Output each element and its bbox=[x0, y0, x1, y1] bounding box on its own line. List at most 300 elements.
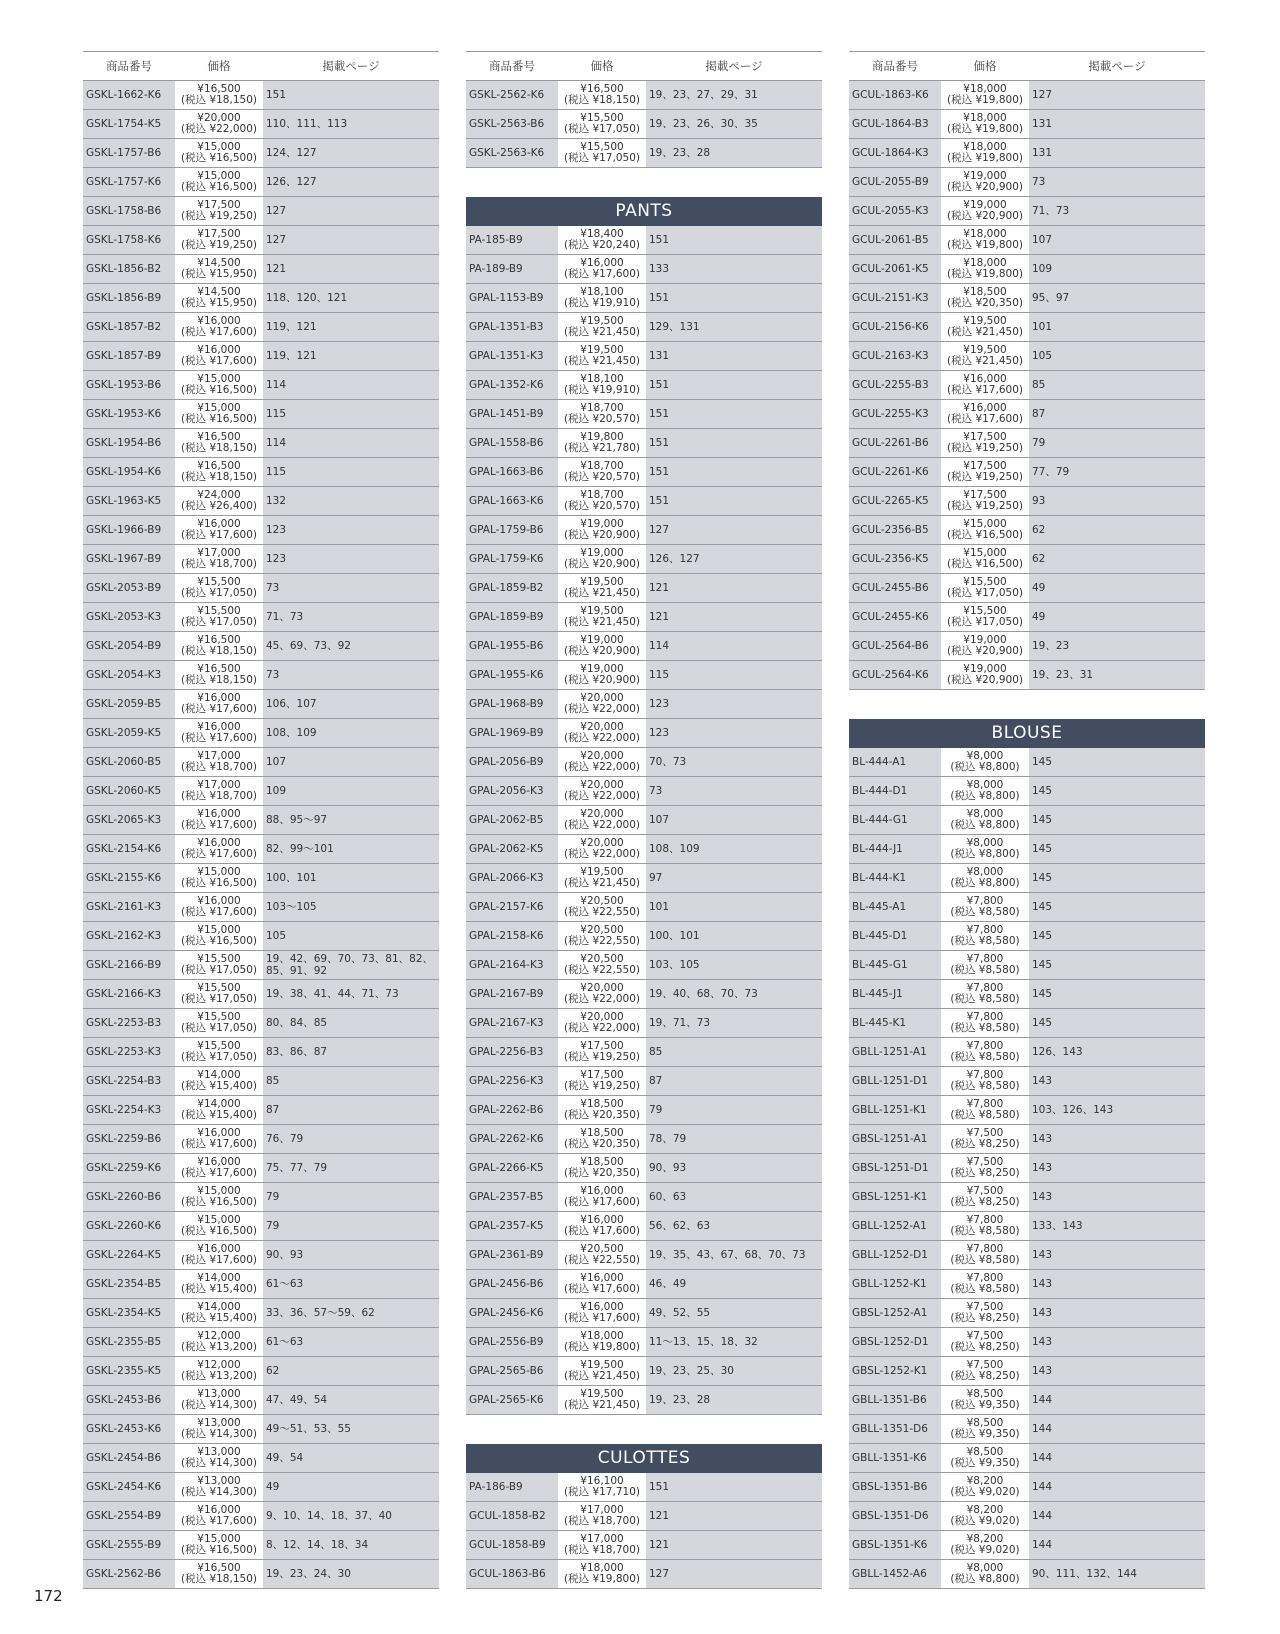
product-code: GPAL-2066-K3 bbox=[466, 864, 558, 893]
table-row bbox=[466, 1125, 822, 1154]
table-row bbox=[849, 661, 1205, 690]
price: ¥15,500 bbox=[580, 141, 624, 153]
listed-pages: 123 bbox=[263, 516, 439, 545]
listed-pages: 61～63 bbox=[263, 1270, 439, 1299]
product-code: GPAL-1759-B6 bbox=[466, 516, 558, 545]
table-row bbox=[849, 197, 1205, 226]
price: ¥15,500 bbox=[197, 576, 241, 588]
product-code: GSKL-2065-K3 bbox=[83, 806, 175, 835]
listed-pages: 100、101 bbox=[263, 864, 439, 893]
price-cell bbox=[175, 168, 263, 197]
price-cell bbox=[558, 1154, 646, 1183]
table-row bbox=[849, 632, 1205, 661]
price: ¥7,800 bbox=[966, 924, 1004, 936]
price-with-tax: (税込 ¥19,250) bbox=[181, 239, 257, 251]
price-cell bbox=[558, 1531, 646, 1560]
price-cell bbox=[175, 1096, 263, 1125]
price: ¥20,000 bbox=[580, 721, 624, 733]
price-with-tax: (税込 ¥19,910) bbox=[564, 297, 640, 309]
listed-pages: 87 bbox=[1029, 400, 1205, 429]
listed-pages: 103、105 bbox=[646, 951, 822, 980]
price-with-tax: (税込 ¥16,500) bbox=[181, 1544, 257, 1556]
price-cell bbox=[941, 81, 1029, 110]
product-code: GSKL-2059-B5 bbox=[83, 690, 175, 719]
table-row bbox=[83, 1473, 439, 1502]
product-code: GPAL-1352-K6 bbox=[466, 371, 558, 400]
price-cell bbox=[558, 603, 646, 632]
product-code: GSKL-1758-K6 bbox=[83, 226, 175, 255]
table-row bbox=[466, 400, 822, 429]
listed-pages: 118、120、121 bbox=[263, 284, 439, 313]
price-cell bbox=[175, 661, 263, 690]
listed-pages: 19、23 bbox=[1029, 632, 1205, 661]
price-cell bbox=[175, 1415, 263, 1444]
price-cell bbox=[941, 1212, 1029, 1241]
listed-pages: 109 bbox=[1029, 255, 1205, 284]
listed-pages: 115 bbox=[263, 458, 439, 487]
price: ¥15,500 bbox=[197, 1011, 241, 1023]
price-with-tax: (税込 ¥21,450) bbox=[564, 616, 640, 628]
listed-pages: 82、99～101 bbox=[263, 835, 439, 864]
table-row bbox=[83, 1502, 439, 1531]
price-with-tax: (税込 ¥19,800) bbox=[947, 123, 1023, 135]
table-row bbox=[466, 806, 822, 835]
header-pages: 掲載ページ bbox=[646, 52, 822, 81]
price: ¥13,000 bbox=[197, 1446, 241, 1458]
table-row bbox=[83, 574, 439, 603]
price-cell bbox=[941, 893, 1029, 922]
price: ¥16,000 bbox=[580, 1214, 624, 1226]
listed-pages: 145 bbox=[1029, 864, 1205, 893]
price-with-tax: (税込 ¥17,050) bbox=[947, 616, 1023, 628]
product-code: GPAL-2262-K6 bbox=[466, 1125, 558, 1154]
price-with-tax: (税込 ¥19,250) bbox=[564, 1080, 640, 1092]
table-row bbox=[83, 1212, 439, 1241]
price: ¥18,500 bbox=[580, 1098, 624, 1110]
table-row bbox=[83, 922, 439, 951]
price-cell bbox=[558, 893, 646, 922]
price-cell bbox=[558, 226, 646, 255]
table-row bbox=[849, 139, 1205, 168]
price: ¥17,500 bbox=[580, 1069, 624, 1081]
price-with-tax: (税込 ¥21,780) bbox=[564, 442, 640, 454]
product-code: GSKL-2563-B6 bbox=[466, 110, 558, 139]
price: ¥18,400 bbox=[580, 228, 624, 240]
price: ¥18,000 bbox=[963, 83, 1007, 95]
price-cell bbox=[941, 545, 1029, 574]
price-cell bbox=[175, 690, 263, 719]
price: ¥19,800 bbox=[580, 431, 624, 443]
table-row bbox=[849, 1502, 1205, 1531]
product-code: GCUL-2261-K6 bbox=[849, 458, 941, 487]
listed-pages: 121 bbox=[646, 1531, 822, 1560]
listed-pages: 151 bbox=[646, 429, 822, 458]
listed-pages: 110、111、113 bbox=[263, 110, 439, 139]
price-with-tax: (税込 ¥8,800) bbox=[950, 1573, 1020, 1585]
product-code: GPAL-2361-B9 bbox=[466, 1241, 558, 1270]
price: ¥18,500 bbox=[580, 1156, 624, 1168]
product-code: GPAL-2565-B6 bbox=[466, 1357, 558, 1386]
listed-pages: 101 bbox=[1029, 313, 1205, 342]
product-code: GPAL-2357-B5 bbox=[466, 1183, 558, 1212]
table-row bbox=[83, 516, 439, 545]
price-cell bbox=[175, 1009, 263, 1038]
listed-pages: 145 bbox=[1029, 980, 1205, 1009]
price-cell bbox=[175, 1473, 263, 1502]
price-cell bbox=[941, 1009, 1029, 1038]
price-with-tax: (税込 ¥8,250) bbox=[950, 1370, 1020, 1382]
price-cell bbox=[941, 371, 1029, 400]
table-row bbox=[466, 748, 822, 777]
product-code: GPAL-1663-K6 bbox=[466, 487, 558, 516]
table-row bbox=[83, 139, 439, 168]
price: ¥16,000 bbox=[580, 1301, 624, 1313]
price-cell bbox=[175, 197, 263, 226]
price-cell bbox=[175, 951, 263, 980]
price-cell bbox=[558, 342, 646, 371]
section-header-pants: PANTS bbox=[466, 197, 822, 226]
product-code: GPAL-2266-K5 bbox=[466, 1154, 558, 1183]
price-with-tax: (税込 ¥19,800) bbox=[947, 239, 1023, 251]
price: ¥7,800 bbox=[966, 1272, 1004, 1284]
product-code: GBSL-1251-A1 bbox=[849, 1125, 941, 1154]
price-with-tax: (税込 ¥19,250) bbox=[947, 500, 1023, 512]
product-code: GBSL-1252-D1 bbox=[849, 1328, 941, 1357]
price-cell bbox=[941, 1270, 1029, 1299]
listed-pages: 11～13、15、18、32 bbox=[646, 1328, 822, 1357]
price-cell bbox=[941, 777, 1029, 806]
price: ¥8,000 bbox=[966, 779, 1004, 791]
product-code: GSKL-2555-B9 bbox=[83, 1531, 175, 1560]
table-row bbox=[83, 458, 439, 487]
table-row bbox=[83, 1560, 439, 1589]
price-cell bbox=[558, 1299, 646, 1328]
price-with-tax: (税込 ¥22,550) bbox=[564, 906, 640, 918]
price-cell bbox=[941, 603, 1029, 632]
listed-pages: 9、10、14、18、37、40 bbox=[263, 1502, 439, 1531]
product-code: GBLL-1351-D6 bbox=[849, 1415, 941, 1444]
price: ¥18,100 bbox=[580, 373, 624, 385]
table-row bbox=[466, 81, 822, 110]
price-cell bbox=[175, 1067, 263, 1096]
price-with-tax: (税込 ¥17,050) bbox=[181, 587, 257, 599]
listed-pages: 19、23、28 bbox=[646, 139, 822, 168]
price: ¥16,500 bbox=[197, 83, 241, 95]
table-row bbox=[83, 1125, 439, 1154]
price-cell bbox=[941, 1415, 1029, 1444]
product-code: GPAL-2256-B3 bbox=[466, 1038, 558, 1067]
listed-pages: 73 bbox=[1029, 168, 1205, 197]
price: ¥7,800 bbox=[966, 982, 1004, 994]
price: ¥15,500 bbox=[580, 112, 624, 124]
price-cell bbox=[175, 603, 263, 632]
price-cell bbox=[175, 1531, 263, 1560]
product-code: GPAL-2256-K3 bbox=[466, 1067, 558, 1096]
price-cell bbox=[175, 400, 263, 429]
price-cell bbox=[941, 226, 1029, 255]
table-row bbox=[849, 1212, 1205, 1241]
price-cell bbox=[175, 1299, 263, 1328]
table-row bbox=[466, 719, 822, 748]
price: ¥16,000 bbox=[197, 895, 241, 907]
product-code: GSKL-2259-K6 bbox=[83, 1154, 175, 1183]
price: ¥24,000 bbox=[197, 489, 241, 501]
price-with-tax: (税込 ¥21,450) bbox=[564, 355, 640, 367]
price: ¥15,000 bbox=[197, 1214, 241, 1226]
price-cell bbox=[558, 81, 646, 110]
product-code: GSKL-1662-K6 bbox=[83, 81, 175, 110]
price-cell bbox=[558, 1009, 646, 1038]
table-row bbox=[466, 777, 822, 806]
listed-pages: 19、23、27、29、31 bbox=[646, 81, 822, 110]
product-code: GPAL-2158-K6 bbox=[466, 922, 558, 951]
listed-pages: 46、49 bbox=[646, 1270, 822, 1299]
listed-pages: 151 bbox=[646, 487, 822, 516]
price-cell bbox=[558, 632, 646, 661]
price-with-tax: (税込 ¥17,600) bbox=[564, 1225, 640, 1237]
listed-pages: 85 bbox=[1029, 371, 1205, 400]
product-code: GPAL-1859-B2 bbox=[466, 574, 558, 603]
price: ¥14,000 bbox=[197, 1301, 241, 1313]
header-code: 商品番号 bbox=[83, 52, 175, 81]
table-row bbox=[849, 545, 1205, 574]
listed-pages: 144 bbox=[1029, 1415, 1205, 1444]
listed-pages: 49 bbox=[1029, 603, 1205, 632]
price: ¥15,000 bbox=[197, 1185, 241, 1197]
table-row bbox=[849, 400, 1205, 429]
price: ¥8,000 bbox=[966, 808, 1004, 820]
price: ¥16,500 bbox=[197, 634, 241, 646]
listed-pages: 143 bbox=[1029, 1154, 1205, 1183]
price-with-tax: (税込 ¥17,050) bbox=[181, 1051, 257, 1063]
table-row bbox=[466, 284, 822, 313]
price-cell bbox=[941, 313, 1029, 342]
price: ¥8,200 bbox=[966, 1504, 1004, 1516]
price: ¥12,000 bbox=[197, 1359, 241, 1371]
table-row bbox=[849, 748, 1205, 777]
product-code: GSKL-1857-B2 bbox=[83, 313, 175, 342]
table-row bbox=[83, 951, 439, 980]
price: ¥8,500 bbox=[966, 1417, 1004, 1429]
listed-pages: 123 bbox=[263, 545, 439, 574]
price-with-tax: (税込 ¥8,580) bbox=[950, 1283, 1020, 1295]
price: ¥7,800 bbox=[966, 953, 1004, 965]
price-with-tax: (税込 ¥17,600) bbox=[564, 1312, 640, 1324]
price-with-tax: (税込 ¥17,600) bbox=[181, 1515, 257, 1527]
price-cell bbox=[558, 922, 646, 951]
price-cell bbox=[941, 1328, 1029, 1357]
product-code: GSKL-1757-B6 bbox=[83, 139, 175, 168]
table-row bbox=[466, 1154, 822, 1183]
price: ¥16,000 bbox=[963, 373, 1007, 385]
listed-pages: 121 bbox=[646, 1502, 822, 1531]
product-code: GSKL-2059-K5 bbox=[83, 719, 175, 748]
table-row bbox=[466, 1357, 822, 1386]
price-table-blouse bbox=[849, 748, 1205, 1589]
table-row bbox=[849, 574, 1205, 603]
price-with-tax: (税込 ¥16,500) bbox=[181, 181, 257, 193]
header-code: 商品番号 bbox=[849, 52, 941, 81]
price: ¥15,500 bbox=[963, 576, 1007, 588]
price: ¥7,500 bbox=[966, 1185, 1004, 1197]
price-cell bbox=[558, 864, 646, 893]
price: ¥19,000 bbox=[963, 170, 1007, 182]
price: ¥17,500 bbox=[963, 460, 1007, 472]
listed-pages: 8、12、14、18、34 bbox=[263, 1531, 439, 1560]
price: ¥7,800 bbox=[966, 1098, 1004, 1110]
price-with-tax: (税込 ¥21,450) bbox=[564, 877, 640, 889]
price: ¥18,700 bbox=[580, 489, 624, 501]
price-cell bbox=[175, 1183, 263, 1212]
listed-pages: 151 bbox=[646, 400, 822, 429]
price-cell bbox=[175, 487, 263, 516]
price-cell bbox=[558, 487, 646, 516]
product-code: GPAL-2262-B6 bbox=[466, 1096, 558, 1125]
table-row bbox=[849, 1328, 1205, 1357]
table-row bbox=[849, 1125, 1205, 1154]
price-cell bbox=[558, 1096, 646, 1125]
product-code: GPAL-1969-B9 bbox=[466, 719, 558, 748]
price-with-tax: (税込 ¥22,550) bbox=[564, 964, 640, 976]
price: ¥19,500 bbox=[580, 576, 624, 588]
listed-pages: 144 bbox=[1029, 1473, 1205, 1502]
product-code: GBLL-1351-B6 bbox=[849, 1386, 941, 1415]
price-with-tax: (税込 ¥19,800) bbox=[564, 1573, 640, 1585]
price: ¥19,000 bbox=[580, 634, 624, 646]
table-row bbox=[466, 1241, 822, 1270]
table-row bbox=[849, 1357, 1205, 1386]
price: ¥15,000 bbox=[197, 1533, 241, 1545]
listed-pages: 71、73 bbox=[1029, 197, 1205, 226]
table-row bbox=[849, 1038, 1205, 1067]
price-cell bbox=[941, 1125, 1029, 1154]
table-row bbox=[849, 1241, 1205, 1270]
price: ¥17,500 bbox=[197, 228, 241, 240]
price-cell bbox=[941, 1357, 1029, 1386]
product-code: GSKL-2354-B5 bbox=[83, 1270, 175, 1299]
price-cell bbox=[558, 139, 646, 168]
product-code: GSKL-2563-K6 bbox=[466, 139, 558, 168]
price: ¥7,500 bbox=[966, 1330, 1004, 1342]
product-code: GBSL-1351-K6 bbox=[849, 1531, 941, 1560]
table-row bbox=[83, 1038, 439, 1067]
price: ¥16,000 bbox=[197, 315, 241, 327]
price: ¥17,500 bbox=[963, 489, 1007, 501]
table-row bbox=[466, 1009, 822, 1038]
product-code: GSKL-1758-B6 bbox=[83, 197, 175, 226]
listed-pages: 145 bbox=[1029, 835, 1205, 864]
price-cell bbox=[175, 748, 263, 777]
table-row bbox=[849, 835, 1205, 864]
price-with-tax: (税込 ¥8,800) bbox=[950, 761, 1020, 773]
price-with-tax: (税込 ¥17,600) bbox=[181, 703, 257, 715]
price: ¥17,000 bbox=[197, 779, 241, 791]
product-code: GPAL-2456-K6 bbox=[466, 1299, 558, 1328]
product-code: GBLL-1251-A1 bbox=[849, 1038, 941, 1067]
product-code: GBSL-1252-K1 bbox=[849, 1357, 941, 1386]
table-row bbox=[83, 487, 439, 516]
price-with-tax: (税込 ¥20,350) bbox=[947, 297, 1023, 309]
price: ¥17,000 bbox=[580, 1504, 624, 1516]
price-with-tax: (税込 ¥18,150) bbox=[181, 471, 257, 483]
price-with-tax: (税込 ¥18,700) bbox=[564, 1515, 640, 1527]
product-code: GSKL-2354-K5 bbox=[83, 1299, 175, 1328]
product-code: GSKL-2355-K5 bbox=[83, 1357, 175, 1386]
price-with-tax: (税込 ¥8,580) bbox=[950, 906, 1020, 918]
price-with-tax: (税込 ¥20,570) bbox=[564, 500, 640, 512]
price: ¥20,000 bbox=[580, 808, 624, 820]
table-row bbox=[466, 1270, 822, 1299]
table-row bbox=[849, 1183, 1205, 1212]
listed-pages: 133、143 bbox=[1029, 1212, 1205, 1241]
price-with-tax: (税込 ¥17,600) bbox=[564, 1283, 640, 1295]
table-row bbox=[83, 1357, 439, 1386]
product-code: GPAL-2157-K6 bbox=[466, 893, 558, 922]
product-code: GCUL-1863-K6 bbox=[849, 81, 941, 110]
price: ¥15,500 bbox=[197, 1040, 241, 1052]
price-with-tax: (税込 ¥8,580) bbox=[950, 1109, 1020, 1121]
listed-pages: 114 bbox=[646, 632, 822, 661]
price-with-tax: (税込 ¥20,900) bbox=[947, 674, 1023, 686]
listed-pages: 143 bbox=[1029, 1183, 1205, 1212]
price-table-skirts-2 bbox=[466, 51, 822, 168]
price-with-tax: (税込 ¥15,400) bbox=[181, 1080, 257, 1092]
listed-pages: 19、23、31 bbox=[1029, 661, 1205, 690]
price-with-tax: (税込 ¥22,000) bbox=[181, 123, 257, 135]
listed-pages: 107 bbox=[263, 748, 439, 777]
price: ¥13,000 bbox=[197, 1417, 241, 1429]
product-code: GSKL-2454-K6 bbox=[83, 1473, 175, 1502]
listed-pages: 49～51、53、55 bbox=[263, 1415, 439, 1444]
price-with-tax: (税込 ¥18,150) bbox=[181, 94, 257, 106]
table-row bbox=[83, 371, 439, 400]
price: ¥20,500 bbox=[580, 895, 624, 907]
table-row bbox=[849, 342, 1205, 371]
price: ¥17,500 bbox=[197, 199, 241, 211]
table-row bbox=[849, 1444, 1205, 1473]
price-with-tax: (税込 ¥21,450) bbox=[564, 1399, 640, 1411]
price-cell bbox=[175, 1357, 263, 1386]
listed-pages: 61～63 bbox=[263, 1328, 439, 1357]
price: ¥20,000 bbox=[580, 837, 624, 849]
price: ¥7,800 bbox=[966, 1040, 1004, 1052]
listed-pages: 143 bbox=[1029, 1299, 1205, 1328]
product-code: GCUL-1864-K3 bbox=[849, 139, 941, 168]
price-with-tax: (税込 ¥22,000) bbox=[564, 1022, 640, 1034]
price: ¥20,500 bbox=[580, 953, 624, 965]
price-cell bbox=[175, 1038, 263, 1067]
price: ¥18,000 bbox=[963, 257, 1007, 269]
price-with-tax: (税込 ¥21,450) bbox=[564, 587, 640, 599]
price-with-tax: (税込 ¥19,250) bbox=[564, 1051, 640, 1063]
price-cell bbox=[175, 313, 263, 342]
listed-pages: 151 bbox=[263, 81, 439, 110]
listed-pages: 107 bbox=[646, 806, 822, 835]
product-code: GCUL-2356-B5 bbox=[849, 516, 941, 545]
product-code: GSKL-2161-K3 bbox=[83, 893, 175, 922]
listed-pages: 144 bbox=[1029, 1386, 1205, 1415]
price-cell bbox=[941, 1531, 1029, 1560]
price-cell bbox=[941, 835, 1029, 864]
table-row bbox=[849, 1154, 1205, 1183]
price-cell bbox=[175, 1154, 263, 1183]
price-cell bbox=[941, 806, 1029, 835]
table-row bbox=[466, 139, 822, 168]
price: ¥16,000 bbox=[197, 808, 241, 820]
price: ¥18,000 bbox=[963, 228, 1007, 240]
product-code: GSKL-1954-B6 bbox=[83, 429, 175, 458]
table-row bbox=[83, 777, 439, 806]
